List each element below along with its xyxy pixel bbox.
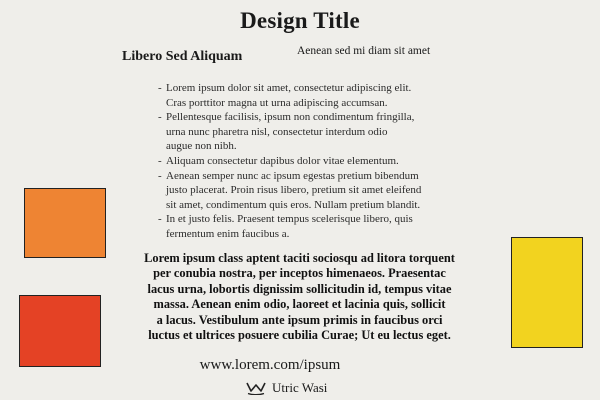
bullet-item [158, 212, 488, 241]
website-url: www.lorem.com/ipsum [199, 357, 341, 373]
orange-square [24, 188, 106, 258]
yellow-rectangle [511, 237, 583, 348]
bullet-line: sit amet, condimentum quis eros. Nullam pretium blandit. [166, 198, 421, 211]
bullet-line: Aliquam consectetur dapibus dolor vitae elementum. [166, 154, 399, 167]
bullet-line: Cras porttitor magna ut urna adipiscing accumsan. [166, 96, 388, 109]
paragraph-line: per conubia nostra, per inceptos himenaeos. Praesentac [153, 266, 446, 281]
paragraph-line: Lorem ipsum class aptent taciti sociosqu ad litora torquent [144, 251, 455, 265]
bullet-item [158, 169, 488, 213]
red-square [19, 295, 101, 367]
brand-logo [245, 380, 327, 396]
paragraph-line: massa. Aenean enim odio, laoreet et lacinia quis, sollicit [153, 297, 446, 312]
bullet-item [158, 110, 488, 154]
bullet-dash: - [158, 82, 162, 94]
bullet-dash: - [158, 154, 162, 167]
bullet-item [158, 81, 488, 110]
bullet-line: fermentum enim faucibus a. [166, 227, 290, 240]
subtitle-right: Aenean sed mi diam sit amet [297, 45, 431, 57]
bullet-line: Aenean semper nunc ac ipsum egestas pretium bibendum [166, 169, 419, 182]
bullet-line: In et justo felis. Praesent tempus scelerisque libero, quis [166, 213, 413, 226]
bullet-line: augue non nibh. [166, 140, 237, 153]
brand-name: Utric Wasi [272, 380, 328, 395]
bullet-item [158, 154, 488, 169]
bullet-dash: - [158, 213, 162, 226]
bullet-line: urna nunc pharetra nisl, consectetur interdum odio [166, 125, 388, 138]
subtitle-left: Libero Sed Aliquam [122, 49, 243, 64]
page-title: Design Title [240, 8, 360, 33]
bullet-dash: - [158, 111, 162, 124]
paragraph-line: luctus et ultrices posuere cubilia Curae; Ut eu lectus eget. [148, 328, 451, 343]
bullet-line: justo placerat. Proin risus libero, pretium sit amet eleifend [166, 184, 422, 197]
crown-wave-icon [245, 381, 267, 395]
bullet-line: Pellentesque facilisis, ipsum non condimentum fringilla, [166, 111, 415, 124]
bullet-line: Lorem ipsum dolor sit amet, consectetur adipiscing elit. [166, 82, 412, 94]
bullet-list [158, 81, 488, 242]
bullet-dash: - [158, 169, 162, 182]
paragraph-line: a lacus. Vestibulum ante ipsum primis in faucibus orci [156, 312, 443, 327]
bold-paragraph [127, 251, 472, 343]
paragraph-line: lacus urna, lobortis dignissim sollicitudin id, tempus vitae [147, 281, 452, 296]
